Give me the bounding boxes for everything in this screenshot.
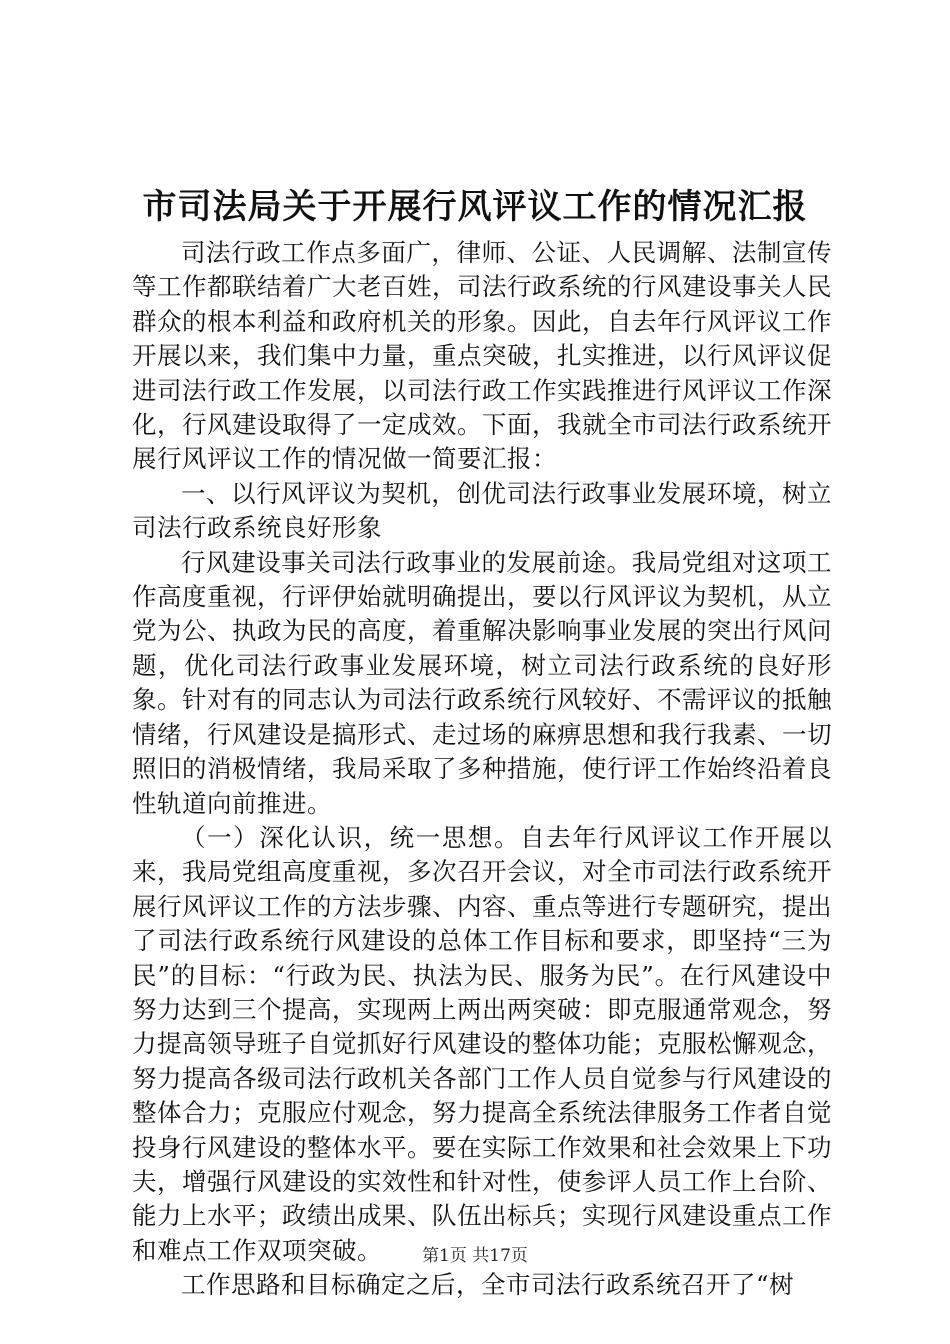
document-body — [132, 236, 832, 1303]
paragraph-section-1: 行风建设事关司法行政事业的发展前途。我局党组对这项工作高度重视，行评伊始就明确提出，要以行风评议为契机，从立党为公、执政为民的高度，着重解决影响事业发展的突出行风问题，优化司法行政事业发展环境，树立司法行政系统的良好形象。针对有的同志认为司法行政系统行风较好、不需评议的抵触情绪，行风建设是搞形式、走过场的麻痹思想和我行我素、一切照旧的消极情绪，我局采取了多种措施，使行评工作始终沿着良性轨道向前推进。 — [132, 547, 832, 818]
document-title: 市司法局关于开展行风评议工作的情况汇报 — [142, 187, 808, 227]
page-number-footer: 第1页 共17页 — [422, 1246, 528, 1266]
paragraph-continuation: 工作思路和目标确定之后，全市司法行政系统召开了“树 — [181, 1270, 795, 1300]
paragraph-subsection-1: （一）深化认识，统一思想。自去年行风评议工作开展以来，我局党组高度重视，多次召开会议，对全市司法行政系统开展行风评议工作的方法步骤、内容、重点等进行专题研究，提出了司法行政系统行风建设的总体工作目标和要求，即坚持“三为民”的目标：“行政为民、执法为民、服务为民”。在行风建设中努力达到三个提高，实现两上两出两突破：即克服通常观念，努力提高领导班子自觉抓好行风建设的整体功能；克服松懈观念，努力提高各级司法行政机关各部门工作人员自觉参与行风建设的整体合力；克服应付观念，努力提高全系统法律服务工作者自觉投身行风建设的整体水平。要在实际工作效果和社会效果上下功夫，增强行风建设的实效性和针对性，使参评人员工作上台阶、能力上水平；政绩出成果、队伍出标兵；实现行风建设重点工作和难点工作双项突破。 — [132, 822, 832, 1265]
paragraph-intro: 司法行政工作点多面广，律师、公证、人民调解、法制宣传等工作都联结着广大老百姓，司法行政系统的行风建设事关人民群众的根本利益和政府机关的形象。因此，自去年行风评议工作开展以来，我们集中力量，重点突破，扎实推进，以行风评议促进司法行政工作发展，以司法行政工作实践推进行风评议工作深化，行风建设取得了一定成效。下面，我就全市司法行政系统开展行风评议工作的情况做一简要汇报： — [132, 238, 832, 474]
section-heading-1: 一、以行风评议为契机，创优司法行政事业发展环境，树立司法行政系统良好形象 — [132, 478, 832, 543]
